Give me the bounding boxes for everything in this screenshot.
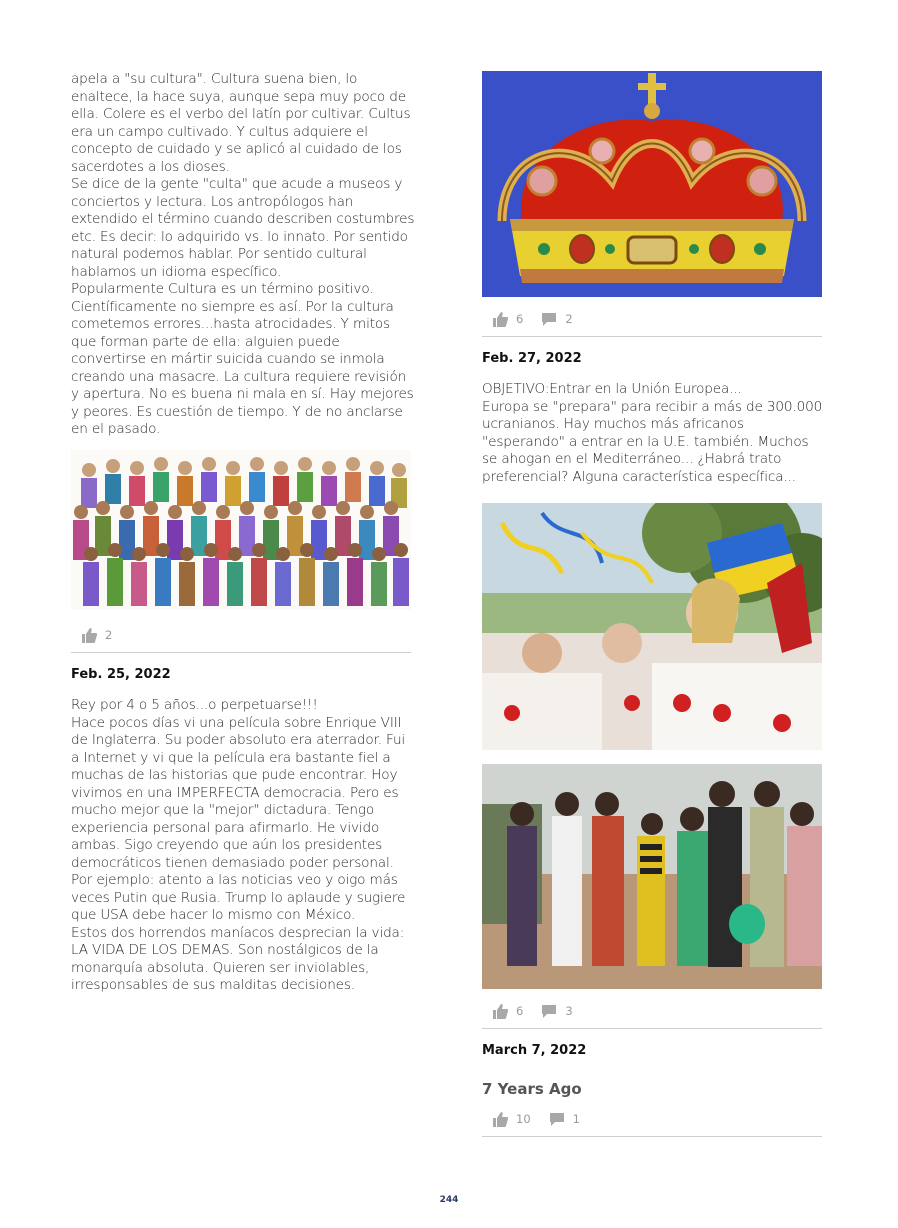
thumbs-up-icon: [492, 1004, 508, 1019]
paragraph: apela a "su cultura". Cultura suena bien, lo enaltece, la hace suya, aunque sepa muy poco de ella. Colere es el verbo del latín por cultivar. Cultus era un campo cultivado. Y cultus adquiere el concepto de cuidado y se aplicó al cuidado de los sacerdotes a los dioses.: [71, 71, 411, 175]
comment-button[interactable]: [541, 312, 572, 327]
monarchy-post-text: [71, 697, 416, 995]
post-stats: [492, 310, 591, 328]
thumbs-up-icon: [81, 628, 97, 643]
europe-post-text: [482, 381, 827, 486]
comment-button[interactable]: [541, 1004, 572, 1019]
paragraph: Europa se "prepara" para recibir a más de 300.000 ucranianos. Hay muchos más africanos "esperando" a entrar en la U.E. también. Muchos se ahogan en el Mediterráneo... ¿Habrá trato preferencial? Alguna característica específica...: [482, 398, 823, 485]
divider: [482, 336, 822, 337]
post-stats: [81, 626, 130, 644]
comment-count: 3: [565, 1004, 573, 1018]
divider: [71, 652, 411, 653]
post-stats: [492, 1110, 598, 1128]
comment-icon: [541, 312, 557, 327]
page-number: 244: [439, 1195, 459, 1205]
paragraph: Popularmente Cultura es un término positivo. Científicamente no siempre es así. Por la cultura cometemos errores...hasta atrocidades. Y mitos que forman parte de ella: alguien puede convertirse en mártir suicida cuando se inmola creando una masacre. La cultura requiere revisión y apertura. No es buena ni mala en sí. Hay mejores y peores. Es cuestión de tiempo. Y de no anclarse en el pasado.: [71, 281, 414, 437]
paragraph: Hace pocos días vi una película sobre Enrique VIII de Inglaterra. Su poder absoluto era aterrador. Fui a Internet y vi que la película era bastante fiel a muchas de las historias que pude encontrar. Hoy vivimos en una IMPERFECTA democracia. Pero es mucho mejor que la "mejor" dictadura. Tengo experiencia personal para afirmarlo. He vivido ambas. Sigo creyendo que aún los presidentes democráticos tienen demasiado poder personal. Por ejemplo: atento a las noticias veo y oigo más veces Putin que Rusia. Trump lo aplaude y sugiere que USA debe hacer lo mismo con México.: [71, 714, 406, 923]
post-date: Feb. 27, 2022: [482, 351, 582, 366]
comment-count: 2: [565, 312, 573, 326]
ukrainian-dancers-photo: [482, 503, 822, 750]
post-stats: [492, 1002, 591, 1020]
divider: [482, 1136, 822, 1137]
like-count: 2: [105, 628, 113, 642]
memory-title[interactable]: 7 Years Ago: [482, 1080, 582, 1098]
paragraph: Se dice de la gente "culta" que acude a museos y conciertos y lectura. Los antropólogos han extendido el término cuando describen costumbres etc. Es decir: lo adquirido vs. lo innato. Por sentido natural podemos hablar. Por sentido cultural hablamos un idioma específico.: [71, 176, 415, 280]
african-refugees-photo: [482, 764, 822, 989]
post-date: March 7, 2022: [482, 1043, 587, 1058]
paragraph: Estos dos horrendos maníacos desprecian la vida: LA VIDA DE LOS DEMAS. Son nostálgicos de la monarquía absoluta. Quieren ser inviolables, irresponsables de sus malditas decisiones.: [71, 924, 405, 993]
like-button[interactable]: [81, 628, 112, 643]
divider: [482, 1028, 822, 1029]
like-count: 10: [516, 1112, 531, 1126]
like-button[interactable]: [492, 312, 523, 327]
thumbs-up-icon: [492, 312, 508, 327]
comment-button[interactable]: [549, 1112, 580, 1127]
comment-icon: [541, 1004, 557, 1019]
comment-icon: [549, 1112, 565, 1127]
post-date: Feb. 25, 2022: [71, 667, 171, 682]
comment-count: 1: [572, 1112, 580, 1126]
like-count: 6: [516, 1004, 524, 1018]
paragraph: Rey por 4 o 5 años...o perpetuarse!!!: [71, 697, 318, 713]
culture-post-text: [71, 71, 416, 439]
thumbs-up-icon: [492, 1112, 508, 1127]
like-button[interactable]: [492, 1112, 531, 1127]
people-illustration: [71, 450, 411, 610]
like-button[interactable]: [492, 1004, 523, 1019]
crown-image: [482, 71, 822, 297]
like-count: 6: [516, 312, 524, 326]
paragraph: OBJETIVO:Entrar en la Unión Europea...: [482, 381, 742, 397]
